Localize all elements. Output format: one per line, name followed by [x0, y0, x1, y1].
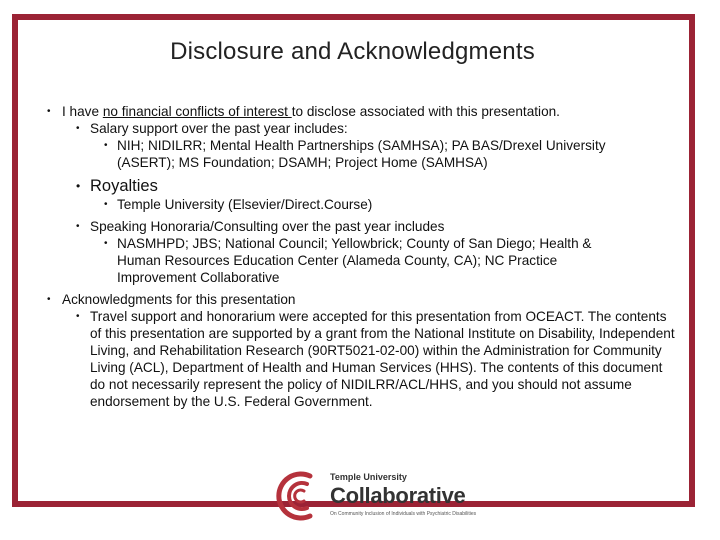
bullet-dot: •	[47, 294, 51, 305]
disclosure-text-post: to disclose associated with this presentation.	[291, 104, 560, 119]
bullet-dot: •	[76, 179, 81, 193]
bullet-dot: •	[76, 311, 80, 322]
bullet-dot: •	[104, 199, 108, 210]
speaking-text: Speaking Honoraria/Consulting over the past year includes	[90, 219, 445, 234]
bullet-dot: •	[104, 238, 108, 249]
bullet-salary-sources	[0, 137, 630, 171]
logo-tagline: On Community Inclusion of Individuals with Psychiatric Disabilities	[330, 511, 477, 517]
slide-title: Disclosure and Acknowledgments	[170, 38, 535, 65]
disclosure-text-underlined: no financial conflicts of interest	[102, 104, 292, 119]
disclosure-text-pre: I have	[62, 104, 103, 119]
acknowledgments-text: Acknowledgments for this presentation	[62, 292, 296, 307]
royalties-source-text: Temple University (Elsevier/Direct.Course)	[117, 197, 373, 212]
bullet-dot: •	[104, 140, 108, 151]
collaborative-c-icon	[274, 466, 324, 526]
bullet-disclosure	[0, 103, 676, 120]
royalties-text: Royalties	[90, 177, 158, 195]
logo-collaborative-text: Collaborative	[330, 483, 466, 508]
bullet-dot: •	[76, 123, 80, 134]
salary-support-text: Salary support over the past year includes:	[90, 121, 348, 136]
speaking-sources-text: NASMHPD; JBS; National Council; Yellowbrick; County of San Diego; Health & Human Resources Education Center (Alameda County, CA); NC Practice Improvement Collaborative	[117, 236, 592, 285]
slide-body	[0, 103, 700, 410]
bullet-speaking-sources	[0, 235, 630, 286]
logo-university-text: Temple University	[330, 472, 407, 482]
bullet-travel-support	[0, 308, 676, 410]
bullet-dot: •	[47, 106, 51, 117]
bullet-dot: •	[76, 221, 80, 232]
bullet-royalties	[0, 176, 676, 196]
bullet-salary-support	[0, 120, 676, 137]
temple-collaborative-logo	[274, 466, 477, 526]
bullet-speaking	[0, 218, 676, 235]
travel-support-text: Travel support and honorarium were accepted for this presentation from OCEACT. The contents of this presentation are supported by a grant from the National Institute on Disability, Independent Living, and Rehabilitation Research (90RT5021-02-00) within the Administration for Community Living (ACL), Department of Health and Human Services (HHS). The contents of this document do not necessarily represent the policy of NIDILRR/ACL/HHS, and you should not assume endorsement by the U.S. Federal Government.	[90, 309, 675, 409]
bullet-royalties-source	[0, 196, 630, 213]
salary-sources-text: NIH; NIDILRR; Mental Health Partnerships (SAMHSA); PA BAS/Drexel University (ASERT); MS Foundation; DSAMH; Project Home (SAMHSA)	[117, 138, 606, 170]
bullet-acknowledgments	[0, 291, 676, 308]
